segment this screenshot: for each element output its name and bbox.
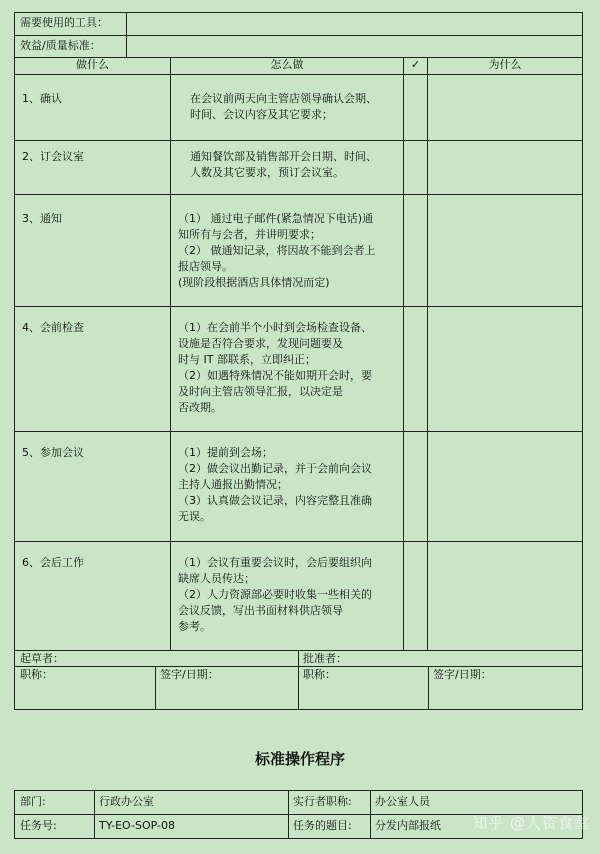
how-line: 设施是否符合要求，发现问题要及 — [178, 337, 343, 350]
dept-label: 部门: — [20, 795, 46, 808]
divider — [155, 666, 156, 710]
approver-sign-date-label: 签字/日期： — [433, 668, 492, 681]
how-line: （2） 做通知记录，将因故不能到会者上 — [178, 244, 376, 257]
document-title: 标准操作程序 — [254, 750, 345, 768]
divider — [14, 790, 15, 839]
how-line: （2）做会议出勤记录，并于会前向会议 — [178, 462, 372, 475]
divider — [170, 57, 171, 651]
divider — [14, 306, 583, 307]
divider — [428, 666, 429, 710]
how-line: （2）人力资源部必要时收集一些相关的 — [178, 588, 372, 601]
divider — [288, 790, 289, 839]
task-title-label: 任务的题目: — [293, 819, 352, 832]
how-line: 主持人通报出勤情况； — [178, 478, 288, 491]
how-line: 时与 IT 部联系，立即纠正； — [178, 353, 316, 366]
how-line: （3）认真做会议记录，内容完整且准确 — [178, 494, 372, 507]
col-how-header: 怎么做 — [270, 58, 304, 71]
task-title-value: 分发内部报纸 — [375, 819, 441, 832]
divider — [14, 35, 583, 36]
how-line: (现阶段根据酒店具体情况而定) — [178, 276, 330, 289]
step-label: 2、订会议室 — [22, 150, 84, 163]
divider — [14, 74, 583, 75]
table-top-border — [14, 12, 583, 13]
how-line: 通知餐饮部及销售部开会日期、时间、 — [190, 150, 377, 163]
executor-title-value: 办公室人员 — [375, 795, 430, 808]
quality-label: 效益/质量标准： — [20, 39, 101, 52]
executor-title-label: 实行者职称: — [293, 795, 352, 808]
step-label: 3、通知 — [22, 212, 62, 225]
bottom-table-bottom — [14, 838, 583, 839]
divider — [94, 790, 95, 839]
how-line: 人数及其它要求，预订会议室。 — [190, 166, 344, 179]
how-line: 参考。 — [178, 620, 211, 633]
watermark: 知乎 @人资食堂 — [472, 814, 590, 832]
col-why-header: 为什么 — [488, 58, 522, 71]
tools-label: 需要使用的工具： — [20, 16, 108, 29]
divider — [14, 431, 583, 432]
how-line: 在会议前两天向主管店领导确认会期、 — [190, 92, 377, 105]
approver-label: 批准者： — [303, 652, 347, 665]
divider — [427, 57, 428, 651]
divider — [370, 790, 371, 839]
divider — [403, 57, 404, 651]
table-left-border — [14, 12, 15, 710]
how-line: （1）提前到会场； — [178, 446, 273, 459]
how-line: 时间、会议内容及其它要求； — [190, 108, 333, 121]
how-line: （2）如遇特殊情况不能如期开会时，要 — [178, 369, 372, 382]
divider — [14, 140, 583, 141]
how-line: （1）会议有重要会议时，会后要组织向 — [178, 556, 372, 569]
how-line: 及时向主管店领导汇报，以决定是 — [178, 385, 343, 398]
how-line: 无误。 — [178, 510, 211, 523]
how-line: 否改期。 — [178, 401, 222, 414]
step-label: 6、会后工作 — [22, 556, 84, 569]
divider — [298, 650, 299, 710]
approver-title-label: 职称： — [303, 668, 336, 681]
divider — [126, 12, 127, 58]
how-line: 报店领导。 — [178, 260, 233, 273]
dept-value: 行政办公室 — [99, 795, 154, 808]
divider — [14, 541, 583, 542]
drafter-label: 起草者： — [20, 652, 64, 665]
col-check-header: ✓ — [410, 58, 421, 71]
divider — [14, 194, 583, 195]
drafter-sign-date-label: 签字/日期： — [160, 668, 219, 681]
how-line: 知所有与会者，并讲明要求； — [178, 228, 321, 241]
task-number-label: 任务号: — [20, 819, 57, 832]
table-right-border — [582, 12, 583, 710]
how-line: （1） 通过电子邮件(紧急情况下电话)通 — [178, 212, 374, 225]
how-line: 缺席人员传达； — [178, 572, 255, 585]
bottom-table-top — [14, 790, 583, 791]
drafter-title-label: 职称： — [20, 668, 53, 681]
how-line: 会议反馈，写出书面材料供店领导 — [178, 604, 343, 617]
task-number-value: TY-EO-SOP-08 — [99, 819, 175, 832]
step-label: 5、参加会议 — [22, 446, 84, 459]
how-line: （1）在会前半个小时到会场检查设备、 — [178, 321, 372, 334]
step-label: 1、确认 — [22, 92, 62, 105]
col-what-header: 做什么 — [76, 58, 109, 71]
step-label: 4、会前检查 — [22, 321, 84, 334]
